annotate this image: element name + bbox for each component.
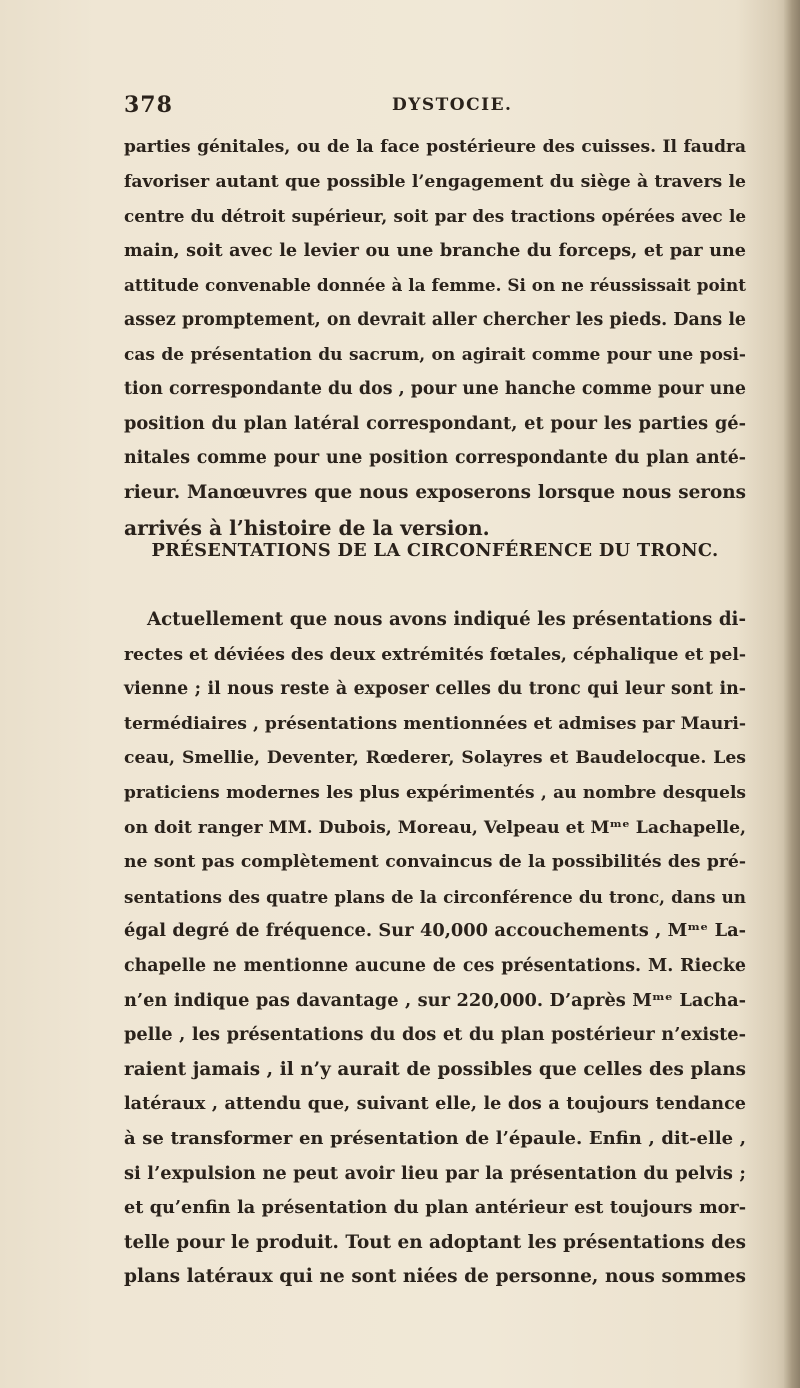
text-line: favoriser autant que possible l’engagement du siège à travers le xyxy=(124,171,746,192)
text-line: égal degré de fréquence. Sur 40,000 accouchements , Mᵐᵉ La- xyxy=(124,920,746,942)
text-line: parties génitales, ou de la face postérieure des cuisses. Il faudra xyxy=(124,137,746,157)
text-line: ne sont pas complètement convaincus de la possibilités des pré- xyxy=(124,852,746,873)
text-line: si l’expulsion ne peut avoir lieu par la présentation du pelvis ; xyxy=(124,1162,746,1184)
text-line: centre du détroit supérieur, soit par des tractions opérées avec le xyxy=(124,206,746,227)
text-line: praticiens modernes les plus expérimentés , au nombre desquels xyxy=(124,782,746,803)
text-line: sentations des quatre plans de la circonférence du tronc, dans un xyxy=(124,886,746,907)
text-line: plans latéraux qui ne sont niées de personne, nous sommes xyxy=(124,1266,746,1288)
paragraph-1 xyxy=(124,130,746,545)
text-line: ceau, Smellie, Deventer, Rœderer, Solayres et Baudelocque. Les xyxy=(124,748,746,769)
text-line: position du plan latéral correspondant, et pour les parties gé- xyxy=(124,412,746,434)
text-line: nitales comme pour une position correspondante du plan anté- xyxy=(124,448,746,469)
text-line: cas de présentation du sacrum, on agirait comme pour une posi- xyxy=(124,344,746,365)
paragraph-2 xyxy=(124,603,746,1295)
text-line: n’en indique pas davantage , sur 220,000. D’après Mᵐᵉ Lacha- xyxy=(124,989,746,1011)
text-line: rectes et déviées des deux extrémités fœtales, céphalique et pel- xyxy=(124,644,746,665)
text-line: vienne ; il nous reste à exposer celles du tronc qui leur sont in- xyxy=(124,679,746,700)
text-line: Actuellement que nous avons indiqué les présentations di- xyxy=(147,609,746,630)
section-heading: PRÉSENTATIONS DE LA CIRCONFÉRENCE DU TRONC. xyxy=(151,540,719,561)
text-line: rieur. Manœuvres que nous exposerons lorsque nous serons xyxy=(124,481,746,503)
page-number: 378 xyxy=(124,92,173,118)
text-line: tion correspondante du dos , pour une hanche comme pour une xyxy=(124,379,746,400)
page-edge xyxy=(784,0,800,1388)
text-line: attitude convenable donnée à la femme. Si on ne réussissait point xyxy=(124,275,746,296)
text-line: main, soit avec le levier ou une branche du forceps, et par une xyxy=(124,239,746,261)
text-line: et qu’enfin la présentation du plan antérieur est toujours mor- xyxy=(124,1197,746,1219)
text-line: raient jamais , il n’y aurait de possibles que celles des plans xyxy=(124,1058,746,1080)
text-line: telle pour le produit. Tout en adoptant les présentations des xyxy=(124,1231,746,1253)
running-head: DYSTOCIE. xyxy=(392,95,513,115)
text-line: latéraux , attendu que, suivant elle, le dos a toujours tendance xyxy=(124,1093,746,1115)
text-line: chapelle ne mentionne aucune de ces présentations. M. Riecke xyxy=(124,955,746,976)
text-line: pelle , les présentations du dos et du plan postérieur n’existe- xyxy=(124,1024,746,1046)
text-line: assez promptement, on devrait aller chercher les pieds. Dans le xyxy=(124,309,746,330)
text-line: on doit ranger MM. Dubois, Moreau, Velpeau et Mᵐᵉ Lachapelle, xyxy=(124,817,746,838)
page-header xyxy=(124,92,744,126)
text-line: termédiaires , présentations mentionnées et admises par Mauri- xyxy=(124,713,746,734)
text-line: arrivés à l’histoire de la version. xyxy=(124,515,490,540)
text-line: à se transformer en présentation de l’épaule. Enfin , dit-elle , xyxy=(124,1127,746,1149)
